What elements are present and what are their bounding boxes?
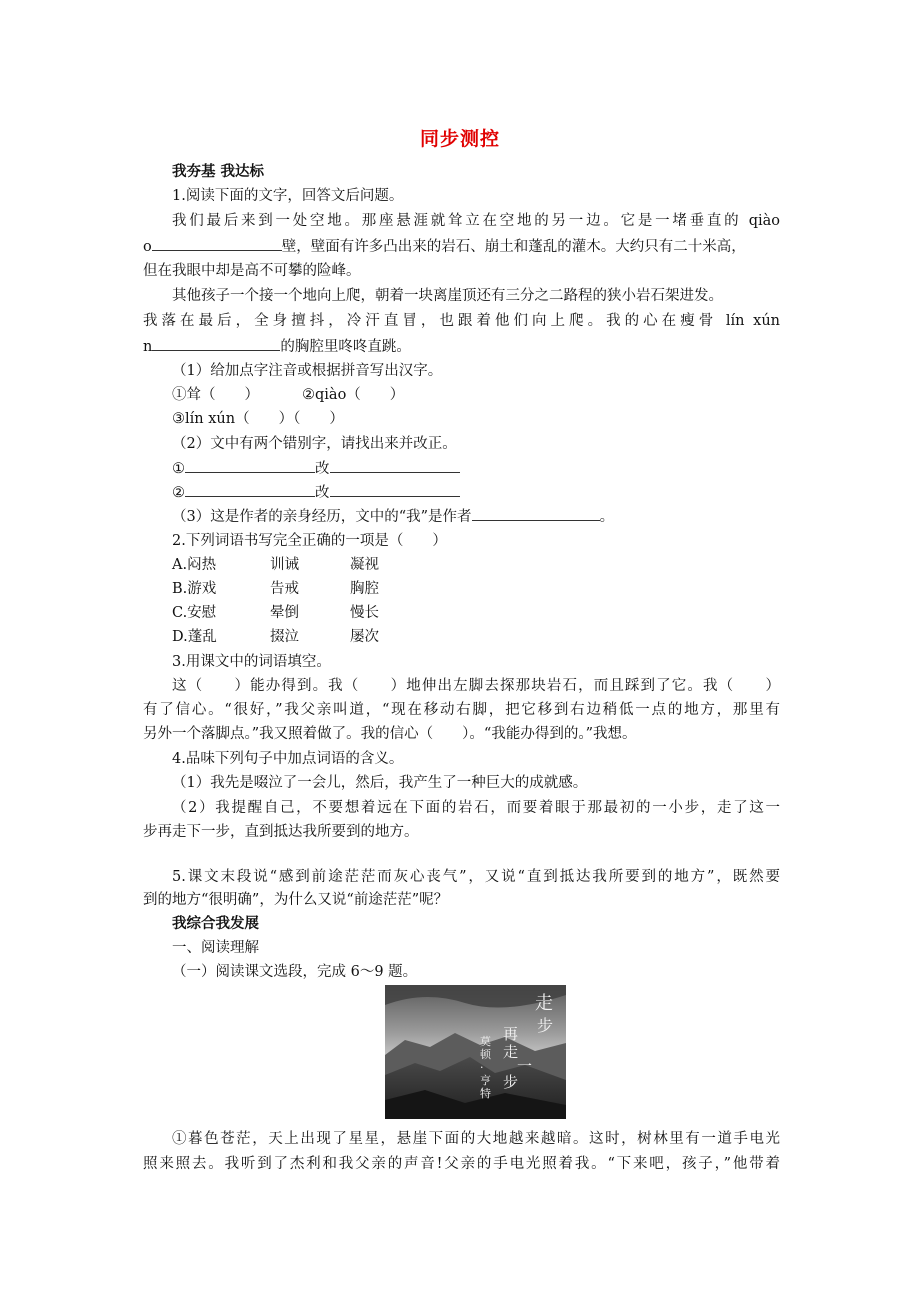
q1-sub2-a-label: ①	[172, 461, 185, 477]
q1-p1-line1: 我们最后来到一处空地。那座悬涯就耸立在空地的另一边。它是一堵垂直的 qiào	[172, 213, 780, 229]
answer-blank[interactable]	[472, 506, 600, 521]
q4-s2-line2: 步再走下一步，直到抵达我所要到的地方。	[143, 824, 419, 840]
q4-stem: 4.品味下列句子中加点词语的含义。	[172, 751, 404, 767]
q2-stem: 2.下列词语书写完全正确的一项是（ ）	[172, 533, 447, 549]
q2-option-d	[172, 627, 379, 647]
option-word: 训诫	[270, 557, 299, 573]
q1-p2-line3-end: 的胸腔里咚咚直跳。	[280, 339, 411, 355]
option-word: A.闷热	[172, 557, 217, 573]
option-word: B.游戏	[172, 581, 217, 597]
answer-blank[interactable]	[330, 482, 460, 497]
q1-p2-line3-start: n	[143, 339, 153, 355]
q4-s2-line1: （2）我提醒自己，不要想着远在下面的岩石，而要着眼于那最初的一小步，走了这一	[172, 800, 780, 816]
figure-char: 走	[535, 993, 553, 1014]
q2-option-b	[172, 579, 379, 599]
option-word: 凝视	[350, 557, 379, 573]
q2-option-c	[172, 603, 379, 623]
q3-stem: 3.用课文中的词语填空。	[172, 654, 331, 670]
figure-char: 步	[537, 1016, 554, 1035]
option-word: 屡次	[350, 629, 379, 645]
figure-char: 步	[503, 1073, 519, 1091]
passage-line2: 照来照去。我听到了杰利和我父亲的声音!父亲的手电光照着我。“下来吧，孩子，”他带着	[143, 1156, 780, 1172]
option-word: C.安慰	[172, 605, 217, 621]
answer-blank[interactable]	[152, 236, 282, 251]
change-label: 改	[315, 485, 330, 501]
q1-sub3-end: 。	[599, 509, 615, 525]
section-heading-basic: 我夯基 我达标	[172, 164, 265, 180]
figure-author: 莫顿·亨特	[480, 1035, 491, 1100]
answer-blank[interactable]	[185, 482, 315, 497]
figure-char: 再	[503, 1025, 519, 1043]
q1-stem: 1.阅读下面的文字，回答文后问题。	[172, 188, 404, 204]
q5-line2: 到的地方“很明确”，为什么又说“前途茫茫”呢？	[143, 892, 449, 908]
answer-blank[interactable]	[152, 336, 280, 351]
part1-instruction: （一）阅读课文选段，完成 6～9 题。	[172, 964, 418, 980]
q3-line3: 另外一个落脚点。”我又照着做了。我的信心（ ）。“我能办得到的。”我想。	[143, 726, 637, 742]
q5-line1: 5.课文末段说“感到前途茫茫而灰心丧气”，又说“直到抵达我所要到的地方”，既然要	[172, 869, 780, 885]
q1-sub2-row-a	[172, 458, 460, 479]
q1-p1-line2-end: 壁，壁面有许多凸出来的岩石、崩土和蓬乱的灌木。大约只有二十米高，	[281, 239, 746, 255]
q1-p1-line2-start: o	[143, 239, 152, 255]
part1-heading: 一、阅读理解	[172, 940, 259, 956]
page-title: 同步测控	[419, 128, 500, 150]
q1-sub2-b-label: ②	[172, 485, 185, 501]
q1-sub1: （1）给加点字注音或根据拼音写出汉字。	[172, 363, 443, 379]
option-word: 告戒	[270, 581, 299, 597]
q1-sub3	[172, 506, 614, 527]
option-word: 胸腔	[350, 581, 379, 597]
q1-p1-line3: 但在我眼中却是高不可攀的险峰。	[143, 263, 361, 279]
q1-sub1-a2: ②qiào（ ）	[302, 387, 405, 403]
q1-sub2: （2）文中有两个错别字，请找出来并改正。	[172, 436, 457, 452]
option-word: 慢长	[350, 605, 379, 621]
q1-sub2-row-b	[172, 482, 460, 503]
q1-sub3-text: （3）这是作者的亲身经历，文中的“我”是作者	[172, 509, 472, 525]
q3-line2: 有了信心。“很好，”我父亲叫道，“现在移动右脚，把它移到右边稍低一点的地方，那里有	[143, 702, 780, 718]
figure-char: 一	[517, 1057, 533, 1075]
q1-p2-line2: 我落在最后，全身擅抖，冷汗直冒，也跟着他们向上爬。我的心在瘦骨 lín xún	[143, 313, 780, 329]
answer-blank[interactable]	[330, 458, 460, 473]
option-word: 晕倒	[270, 605, 299, 621]
illustration-mountain	[385, 985, 566, 1119]
option-word: 掇泣	[270, 629, 299, 645]
q1-p1-line2	[143, 236, 746, 257]
change-label: 改	[315, 461, 330, 477]
q1-sub1-b: ③lín xún（ ）（ ）	[172, 411, 344, 427]
q1-p2-line3	[143, 336, 411, 357]
q1-p2-line1: 其他孩子一个接一个地向上爬，朝着一块离崖顶还有三分之二路程的狭小岩石架进发。	[172, 288, 723, 304]
answer-blank[interactable]	[185, 458, 315, 473]
q1-sub1-a1: ①耸（ ）	[172, 387, 259, 403]
passage-line1: ①暮色苍茫，天上出现了星星，悬崖下面的大地越来越暗。这时，树林里有一道手电光	[172, 1131, 780, 1147]
figure-char: 走	[503, 1043, 519, 1061]
q4-s1: （1）我先是啜泣了一会儿，然后，我产生了一种巨大的成就感。	[172, 775, 588, 791]
q2-option-a	[172, 555, 379, 575]
q3-line1: 这（ ）能办得到。我（ ）地伸出左脚去探那块岩石，而且踩到了它。我（ ）	[172, 678, 780, 694]
section-heading-advanced: 我综合我发展	[172, 916, 259, 932]
option-word: D.蓬乱	[172, 629, 217, 645]
